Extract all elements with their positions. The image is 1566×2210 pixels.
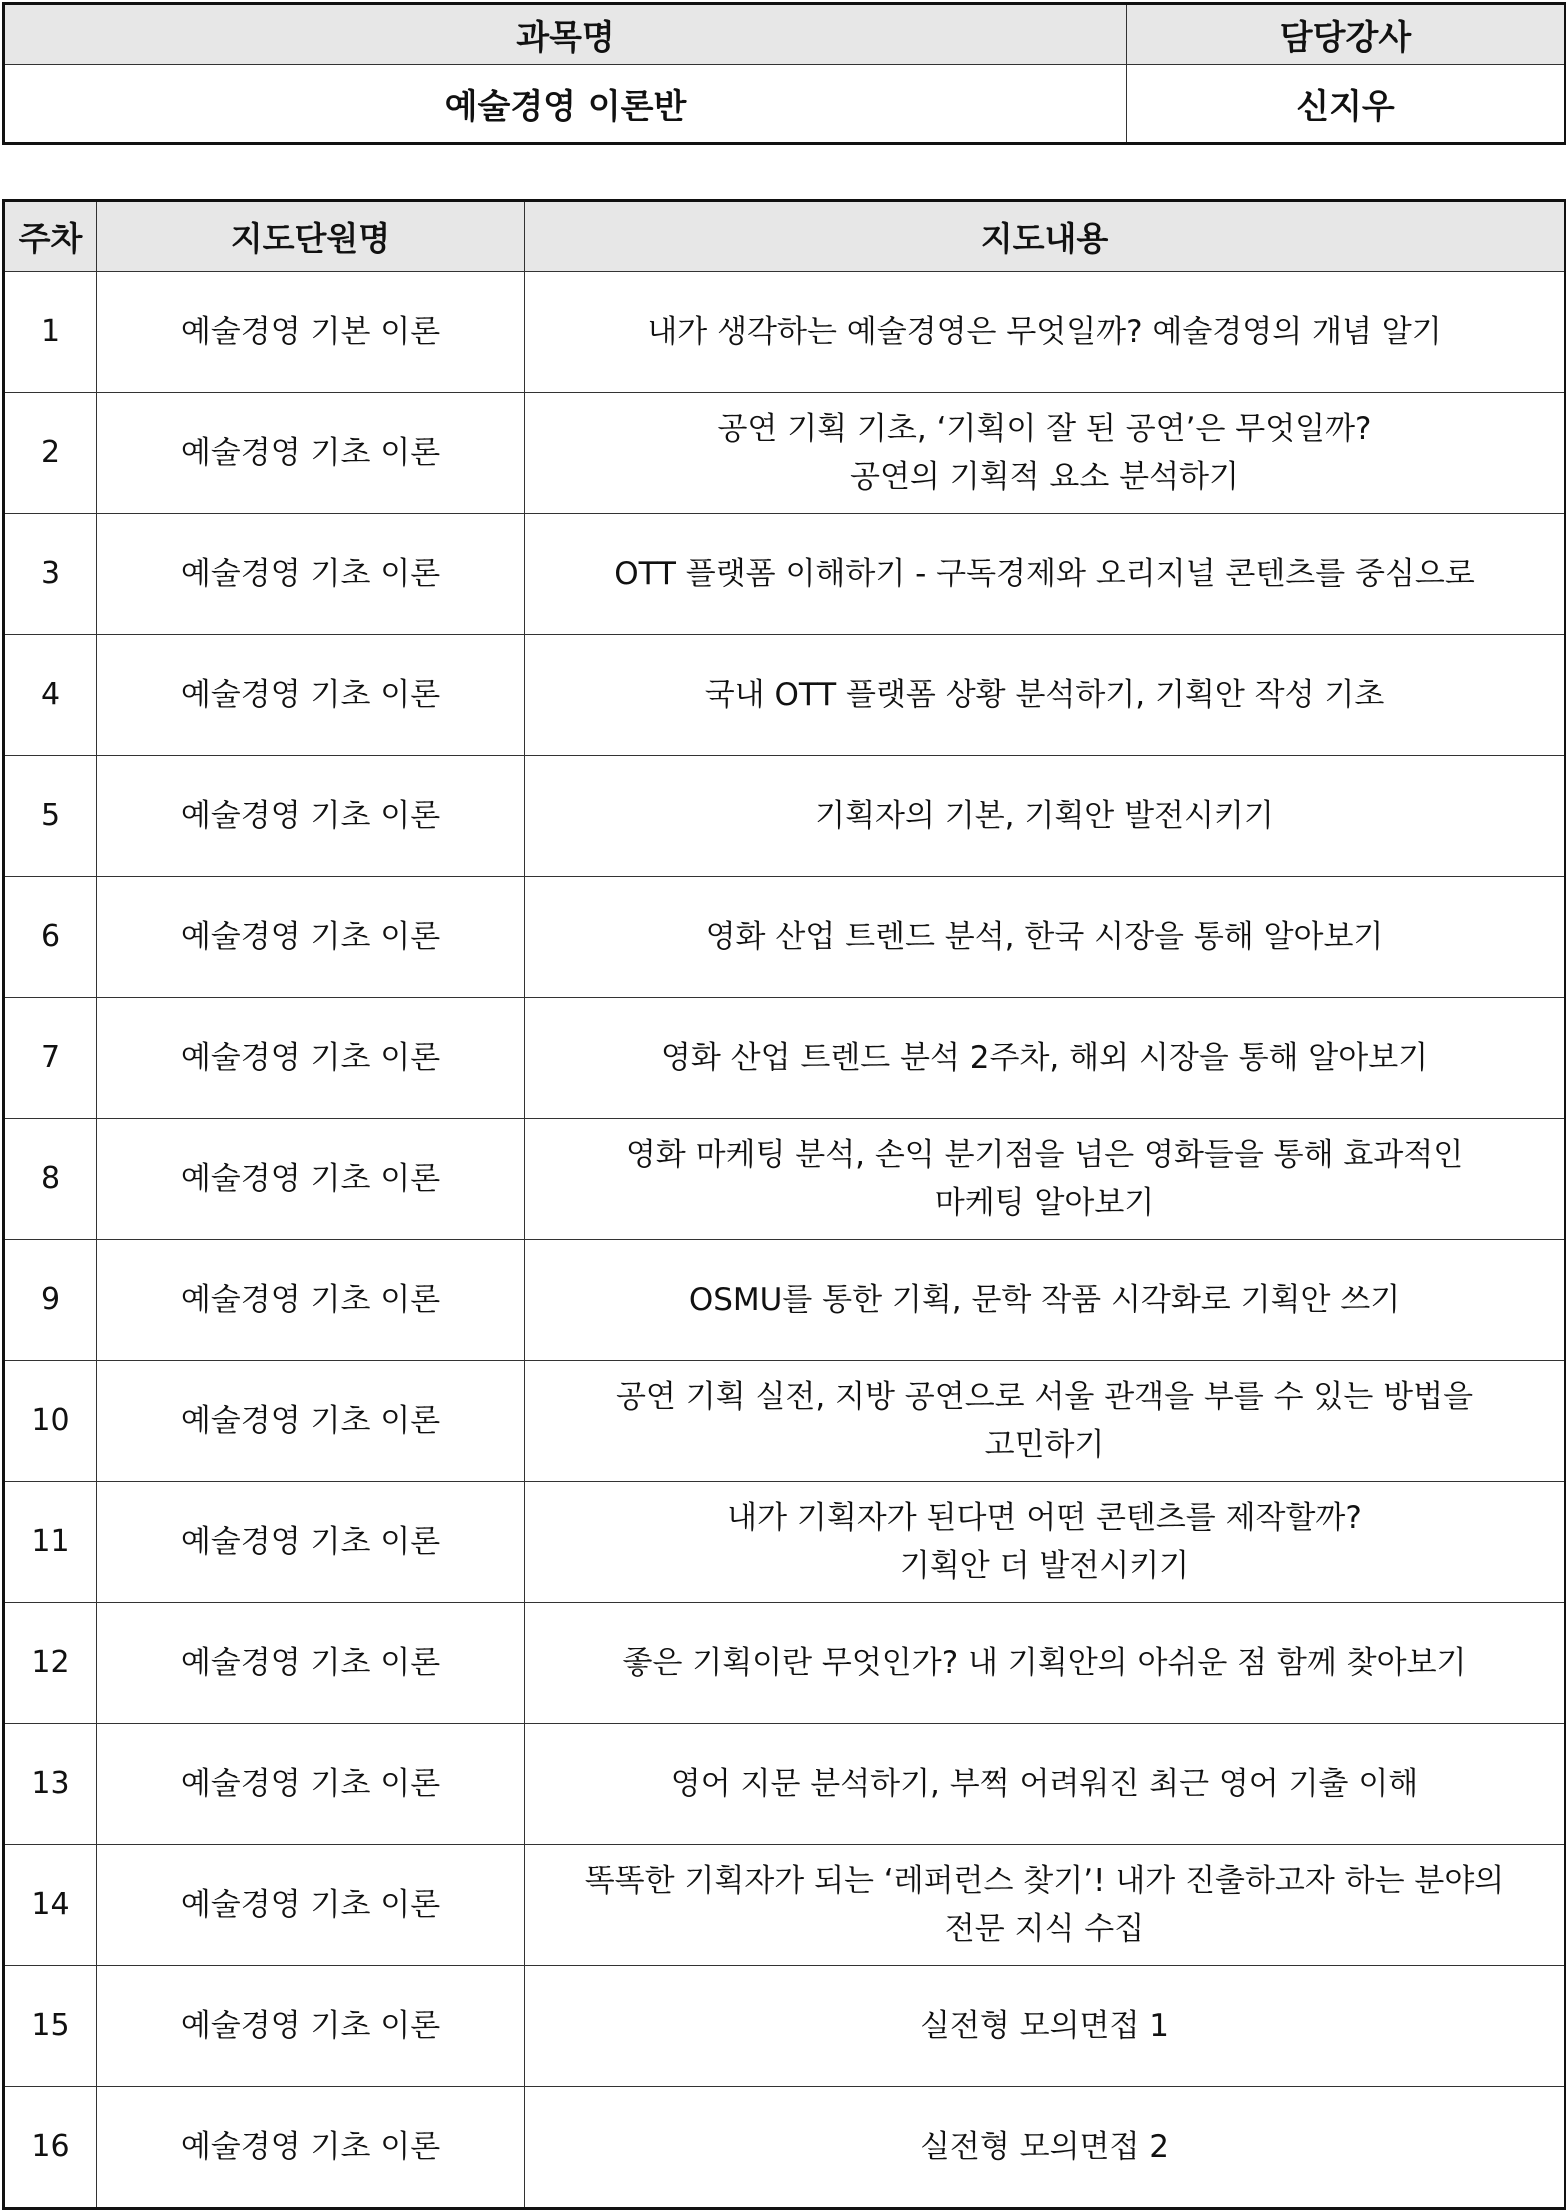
lesson-content-line: OTT 플랫폼 이해하기 - 구독경제와 오리지널 콘텐츠를 중심으로 [614,555,1475,592]
course-info-table [2,2,1566,145]
week-number: 16 [4,2087,97,2209]
table-row [4,998,1566,1119]
unit-name: 예술경영 기초 이론 [97,756,525,877]
lesson-content-line: 국내 OTT 플랫폼 상황 분석하기, 기획안 작성 기초 [704,676,1385,713]
unit-name: 예술경영 기본 이론 [97,272,525,393]
table-row [4,756,1566,877]
course-info-row [4,65,1566,144]
lesson-content-line: 전문 지식 수집 [944,1911,1145,1947]
table-row [4,272,1566,393]
lesson-content-line: 똑똑한 기획자가 되는 ‘레퍼런스 찾기’! 내가 진출하고자 하는 분야의 [584,1862,1505,1899]
instructor-name: 신지우 [1127,65,1566,144]
content-header: 지도내용 [525,201,1566,272]
lesson-content [525,272,1566,393]
lesson-content [525,1361,1566,1482]
lesson-content-line: 영어 지문 분석하기, 부쩍 어려워진 최근 영어 기출 이해 [670,1765,1419,1802]
lesson-content [525,1482,1566,1603]
lesson-content-line: 영화 산업 트렌드 분석 2주차, 해외 시장을 통해 알아보기 [660,1039,1429,1076]
schedule-body [4,272,1566,2209]
unit-name: 예술경영 기초 이론 [97,635,525,756]
lesson-content-line: 공연 기획 기초, ‘기획이 잘 된 공연’은 무엇일까? [717,410,1372,447]
lesson-content-line: 고민하기 [984,1427,1105,1463]
course-info-header-row [4,4,1566,65]
week-number: 12 [4,1603,97,1724]
table-row [4,1845,1566,1966]
unit-name: 예술경영 기초 이론 [97,998,525,1119]
table-row [4,877,1566,998]
lesson-content [525,1240,1566,1361]
week-number: 8 [4,1119,97,1240]
lesson-content [525,998,1566,1119]
week-number: 5 [4,756,97,877]
lesson-content-line: OSMU를 통한 기획, 문학 작품 시각화로 기획안 쓰기 [688,1281,1401,1318]
table-row [4,1361,1566,1482]
unit-name: 예술경영 기초 이론 [97,393,525,514]
course-name-header: 과목명 [4,4,1127,65]
lesson-content-line: 내가 기획자가 된다면 어떤 콘텐츠를 제작할까? [727,1499,1362,1536]
lesson-content-line: 마케팅 알아보기 [934,1185,1155,1221]
course-name: 예술경영 이론반 [4,65,1127,144]
table-row [4,1724,1566,1845]
unit-name: 예술경영 기초 이론 [97,2087,525,2209]
week-number: 7 [4,998,97,1119]
lesson-content-line: 실전형 모의면접 1 [919,2007,1170,2044]
week-number: 1 [4,272,97,393]
lesson-content-line: 공연의 기획적 요소 분석하기 [850,459,1239,495]
table-row [4,2087,1566,2209]
unit-name: 예술경영 기초 이론 [97,1724,525,1845]
unit-name: 예술경영 기초 이론 [97,1119,525,1240]
unit-name: 예술경영 기초 이론 [97,1966,525,2087]
lesson-content-line: 영화 마케팅 분석, 손익 분기점을 넘은 영화들을 통해 효과적인 [625,1136,1464,1173]
lesson-content-line: 실전형 모의면접 2 [919,2128,1170,2165]
unit-name: 예술경영 기초 이론 [97,1603,525,1724]
schedule-header-row [4,201,1566,272]
lesson-content [525,877,1566,998]
week-number: 3 [4,514,97,635]
lesson-content [525,635,1566,756]
unit-name: 예술경영 기초 이론 [97,514,525,635]
lesson-content [525,1603,1566,1724]
unit-name: 예술경영 기초 이론 [97,1240,525,1361]
lesson-content [525,756,1566,877]
lesson-content [525,1845,1566,1966]
table-row [4,635,1566,756]
week-number: 9 [4,1240,97,1361]
week-number: 15 [4,1966,97,2087]
instructor-header: 담당강사 [1127,4,1566,65]
unit-name: 예술경영 기초 이론 [97,1482,525,1603]
table-row [4,1966,1566,2087]
unit-header: 지도단원명 [97,201,525,272]
lesson-content-line: 내가 생각하는 예술경영은 무엇일까? 예술경영의 개념 알기 [647,313,1442,350]
table-row [4,1240,1566,1361]
lesson-content [525,2087,1566,2209]
unit-name: 예술경영 기초 이론 [97,877,525,998]
lesson-content [525,1724,1566,1845]
table-row [4,1119,1566,1240]
week-number: 6 [4,877,97,998]
lesson-content-line: 공연 기획 실전, 지방 공연으로 서울 관객을 부를 수 있는 방법을 [615,1378,1474,1415]
lesson-content [525,1119,1566,1240]
week-number: 4 [4,635,97,756]
table-row [4,1603,1566,1724]
lesson-content-line: 영화 산업 트렌드 분석, 한국 시장을 통해 알아보기 [705,918,1384,955]
week-number: 10 [4,1361,97,1482]
week-number: 11 [4,1482,97,1603]
week-number: 13 [4,1724,97,1845]
schedule-table [2,199,1566,2210]
table-row [4,393,1566,514]
week-number: 2 [4,393,97,514]
table-row [4,514,1566,635]
week-number: 14 [4,1845,97,1966]
lesson-content-line: 기획자의 기본, 기획안 발전시키기 [815,797,1274,834]
lesson-content-line: 좋은 기획이란 무엇인가? 내 기획안의 아쉬운 점 함께 찾아보기 [622,1644,1467,1681]
lesson-content [525,393,1566,514]
unit-name: 예술경영 기초 이론 [97,1361,525,1482]
lesson-content-line: 기획안 더 발전시키기 [899,1548,1190,1584]
week-header: 주차 [4,201,97,272]
table-row [4,1482,1566,1603]
unit-name: 예술경영 기초 이론 [97,1845,525,1966]
lesson-content [525,514,1566,635]
lesson-content [525,1966,1566,2087]
